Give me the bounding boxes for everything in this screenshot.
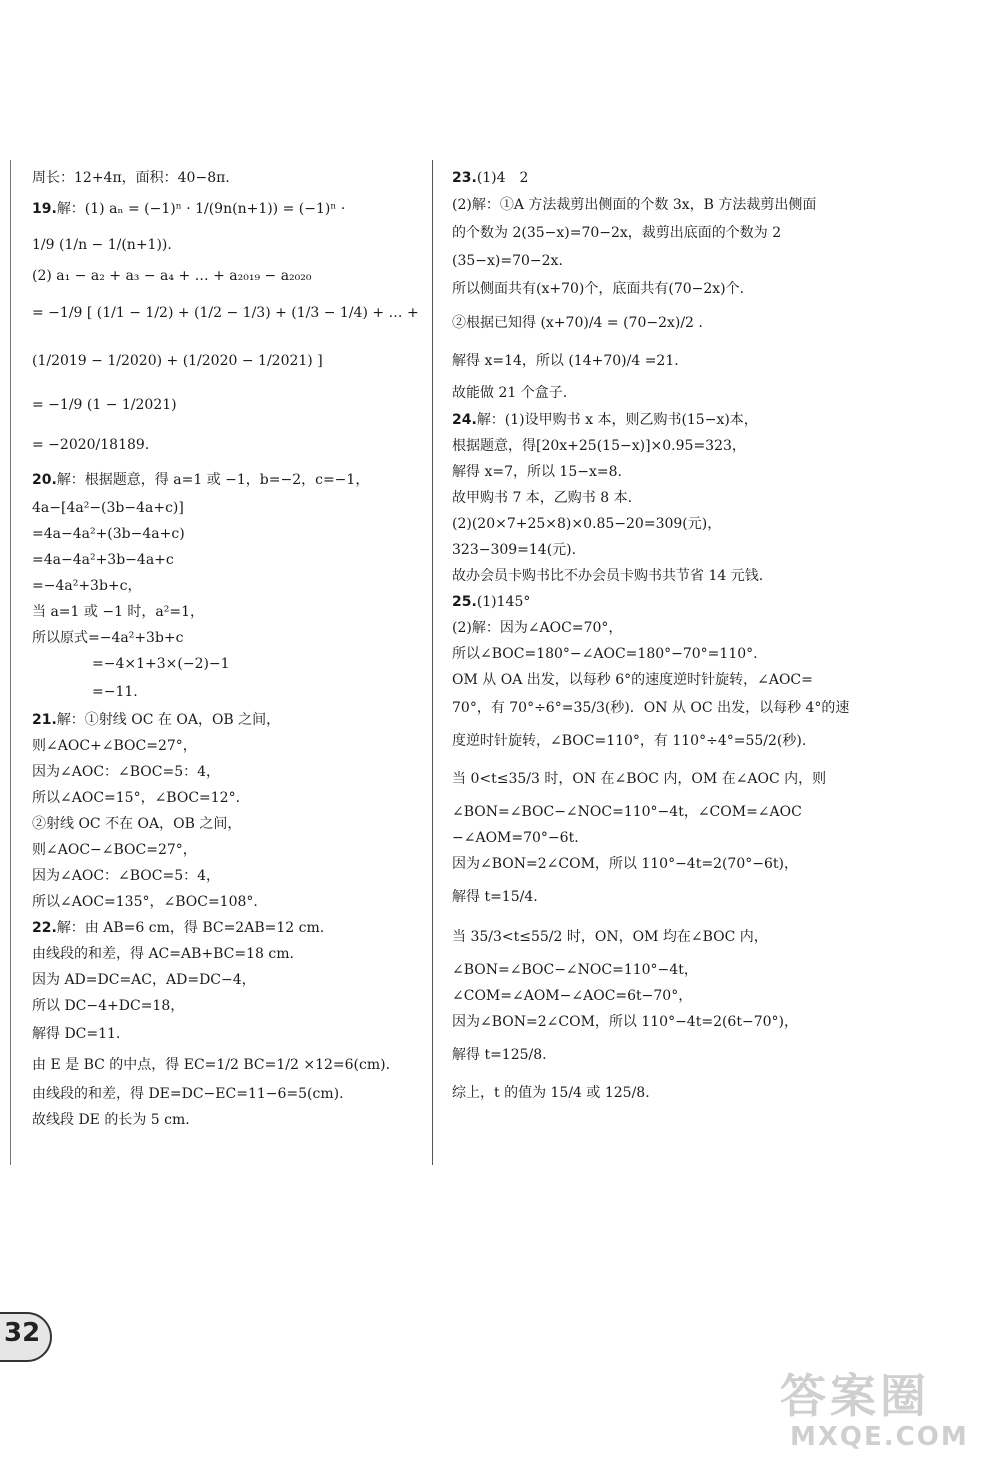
- text-line: [452, 759, 852, 799]
- line-text: 解得 t=15/4.: [452, 889, 538, 905]
- text-line: [452, 433, 852, 459]
- line-text: 解：(1) aₙ = (−1)ⁿ · 1/(9n(n+1)) = (−1)ⁿ ·: [56, 201, 346, 217]
- text-line: [452, 1035, 852, 1075]
- line-text: OM 从 OA 出发，以每秒 6°的速度逆时针旋转，∠AOC=: [452, 672, 813, 688]
- page-number-tab: [0, 1312, 70, 1362]
- line-text: (2) a₁ − a₂ + a₃ − a₄ + … + a₂₀₁₉ − a₂₀₂₀: [32, 268, 312, 284]
- text-line: [452, 1075, 852, 1111]
- text-line: [452, 983, 852, 1009]
- line-text: 则∠AOC+∠BOC=27°，: [32, 738, 197, 754]
- line-text: 故甲购书 7 本，乙购书 8 本.: [452, 490, 633, 506]
- text-line: [32, 863, 422, 889]
- line-text: 当 a=1 或 −1 时，a²=1，: [32, 604, 205, 620]
- line-text: 323−309=14(元).: [452, 542, 577, 558]
- text-line: [32, 521, 422, 547]
- problem-number: 23.: [452, 170, 477, 186]
- text-line: [452, 165, 852, 191]
- text-line: [32, 1107, 422, 1133]
- line-text: 因为∠BON=2∠COM，所以 110°−4t=2(70°−6t)，: [452, 856, 798, 872]
- watermark-en: MXQE.COM: [790, 1422, 969, 1452]
- line-text: 根据题意，得[20x+25(15−x)]×0.95=323，: [452, 438, 746, 454]
- line-text: 故办会员卡购书比不办会员卡购书共节省 14 元钱.: [452, 568, 764, 584]
- text-line: [452, 799, 852, 825]
- page-number: 32: [4, 1318, 41, 1348]
- line-text: 所以∠BOC=180°−∠AOC=180°−70°=110°.: [452, 646, 758, 662]
- left-margin-rule: [10, 160, 11, 1165]
- text-line: [452, 191, 852, 219]
- text-line: [32, 733, 422, 759]
- line-text: (2)解：因为∠AOC=70°，: [452, 620, 623, 636]
- text-line: [32, 337, 422, 385]
- problem-number: 22.: [32, 920, 57, 936]
- problem-number: 21.: [32, 712, 57, 728]
- text-line: [32, 599, 422, 625]
- line-text: 解：根据题意，得 a=1 或 −1，b=−2，c=−1，: [56, 472, 370, 488]
- line-text: (1)4 2: [476, 170, 529, 186]
- text-line: [32, 785, 422, 811]
- line-text: 1/9 (1/n − 1/(n+1)).: [32, 237, 172, 253]
- line-text: 故能做 21 个盒子.: [452, 385, 568, 401]
- text-line: [32, 191, 422, 227]
- left-column: [32, 165, 422, 1133]
- line-text: 所以∠AOC=15°，∠BOC=12°.: [32, 790, 241, 806]
- line-text: 所以侧面共有(x+70)个，底面共有(70−2x)个.: [452, 281, 745, 297]
- line-text: −∠AOM=70°−6t.: [452, 830, 579, 846]
- line-text: 70°，有 70°÷6°=35/3(秒)．ON 从 OC 出发，以每秒 4°的速: [452, 700, 850, 716]
- text-line: [32, 227, 422, 263]
- text-line: [32, 385, 422, 425]
- line-text: 所以∠AOC=135°，∠BOC=108°.: [32, 894, 258, 910]
- text-line: [32, 759, 422, 785]
- text-line: [32, 993, 422, 1019]
- line-text: 因为∠AOC：∠BOC=5：4，: [32, 764, 221, 780]
- text-line: [452, 825, 852, 851]
- line-text: 解得 t=125/8.: [452, 1047, 547, 1063]
- line-text: (1/2019 − 1/2020) + (1/2020 − 1/2021) ]: [32, 353, 323, 369]
- text-line: [452, 303, 852, 343]
- text-line: [452, 379, 852, 407]
- line-text: ∠COM=∠AOM−∠AOC=6t−70°，: [452, 988, 693, 1004]
- text-line: [32, 263, 422, 289]
- line-text: = −1/9 [ (1/1 − 1/2) + (1/2 − 1/3) + (1/3 − 1/4) + … +: [32, 305, 419, 321]
- line-text: = −1/9 (1 − 1/2021): [32, 397, 177, 413]
- line-text: 由 E 是 BC 的中点，得 EC=1/2 BC=1/2 ×12=6(cm).: [32, 1057, 391, 1073]
- watermark-cn: 答案圈: [780, 1369, 930, 1423]
- text-line: [32, 967, 422, 993]
- problem-number: 25.: [452, 594, 477, 610]
- text-line: [452, 957, 852, 983]
- line-text: 则∠AOC−∠BOC=27°，: [32, 842, 197, 858]
- text-line: [32, 289, 422, 337]
- line-text: 度逆时针旋转，∠BOC=110°，有 110°÷4°=55/2(秒).: [452, 733, 807, 749]
- line-text: 综上，t 的值为 15/4 或 125/8.: [452, 1085, 650, 1101]
- line-text: =−11.: [92, 684, 138, 700]
- line-text: (2)(20×7+25×8)×0.85−20=309(元)，: [452, 516, 722, 532]
- text-line: [32, 915, 422, 941]
- line-text: (35−x)=70−2x.: [452, 253, 563, 269]
- text-line: [452, 343, 852, 379]
- line-text: =4a−4a²+(3b−4a+c): [32, 526, 185, 542]
- watermark-logo: [760, 1360, 990, 1460]
- text-line: [32, 165, 422, 191]
- text-line: [32, 465, 422, 495]
- text-line: [32, 1019, 422, 1049]
- line-text: =−4a²+3b+c，: [32, 578, 142, 594]
- column-divider: [432, 160, 433, 1165]
- text-line: [32, 495, 422, 521]
- line-text: 由线段的和差，得 DE=DC−EC=11−6=5(cm).: [32, 1086, 344, 1102]
- text-line: [32, 707, 422, 733]
- text-line: [452, 877, 852, 917]
- text-line: [32, 811, 422, 837]
- line-text: 解得 x=14，所以 (14+70)/4 =21.: [452, 353, 679, 369]
- line-text: 4a−[4a²−(3b−4a+c)]: [32, 500, 184, 516]
- text-line: [452, 407, 852, 433]
- text-line: [452, 537, 852, 563]
- text-line: [452, 693, 852, 723]
- line-text: 所以原式=−4a²+3b+c: [32, 630, 184, 646]
- line-text: (2)解：①A 方法裁剪出侧面的个数 3x，B 方法裁剪出侧面: [452, 197, 817, 213]
- line-text: 的个数为 2(35−x)=70−2x，裁剪出底面的个数为 2: [452, 225, 782, 241]
- text-line: [452, 247, 852, 275]
- line-text: 解得 x=7，所以 15−x=8.: [452, 464, 622, 480]
- line-text: ②根据已知得 (x+70)/4 = (70−2x)/2 .: [452, 315, 703, 331]
- problem-number: 20.: [32, 472, 57, 488]
- text-line: [452, 511, 852, 537]
- problem-number: 24.: [452, 412, 477, 428]
- text-line: [32, 677, 422, 707]
- line-text: = −2020/18189.: [32, 437, 150, 453]
- line-text: 所以 DC−4+DC=18，: [32, 998, 185, 1014]
- line-text: 周长：12+4π，面积：40−8π.: [32, 170, 230, 186]
- line-text: ∠BON=∠BOC−∠NOC=110°−4t，∠COM=∠AOC: [452, 804, 802, 820]
- line-text: ∠BON=∠BOC−∠NOC=110°−4t，: [452, 962, 698, 978]
- line-text: =4a−4a²+3b−4a+c: [32, 552, 174, 568]
- text-line: [452, 589, 852, 615]
- text-line: [32, 1049, 422, 1081]
- text-line: [32, 651, 422, 677]
- text-line: [32, 573, 422, 599]
- line-text: 解得 DC=11.: [32, 1026, 121, 1042]
- line-text: 解：①射线 OC 在 OA，OB 之间，: [56, 712, 281, 728]
- text-line: [452, 219, 852, 247]
- text-line: [452, 485, 852, 511]
- line-text: 解：由 AB=6 cm，得 BC=2AB=12 cm.: [56, 920, 325, 936]
- text-line: [452, 667, 852, 693]
- text-line: [32, 625, 422, 651]
- line-text: 由线段的和差，得 AC=AB+BC=18 cm.: [32, 946, 294, 962]
- text-line: [452, 563, 852, 589]
- text-line: [452, 917, 852, 957]
- right-column: [452, 165, 852, 1111]
- line-text: 当 35/3<t≤55/2 时，ON，OM 均在∠BOC 内，: [452, 929, 768, 945]
- text-line: [32, 889, 422, 915]
- line-text: 因为∠BON=2∠COM，所以 110°−4t=2(6t−70°)，: [452, 1014, 798, 1030]
- text-line: [32, 425, 422, 465]
- line-text: 因为∠AOC：∠BOC=5：4，: [32, 868, 221, 884]
- text-line: [452, 1009, 852, 1035]
- line-text: ②射线 OC 不在 OA，OB 之间，: [32, 816, 242, 832]
- line-text: 当 0<t≤35/3 时，ON 在∠BOC 内，OM 在∠AOC 内，则: [452, 771, 827, 787]
- text-line: [452, 615, 852, 641]
- text-line: [452, 641, 852, 667]
- line-text: 因为 AD=DC=AC，AD=DC−4，: [32, 972, 256, 988]
- text-line: [32, 1081, 422, 1107]
- problem-number: 19.: [32, 201, 57, 217]
- line-text: (1)145°: [476, 594, 531, 610]
- text-line: [32, 837, 422, 863]
- text-line: [32, 941, 422, 967]
- line-text: =−4×1+3×(−2)−1: [92, 656, 230, 672]
- line-text: 解：(1)设甲购书 x 本，则乙购书(15−x)本，: [476, 412, 758, 428]
- text-line: [32, 547, 422, 573]
- text-line: [452, 723, 852, 759]
- line-text: 故线段 DE 的长为 5 cm.: [32, 1112, 190, 1128]
- text-line: [452, 459, 852, 485]
- text-line: [452, 851, 852, 877]
- text-line: [452, 275, 852, 303]
